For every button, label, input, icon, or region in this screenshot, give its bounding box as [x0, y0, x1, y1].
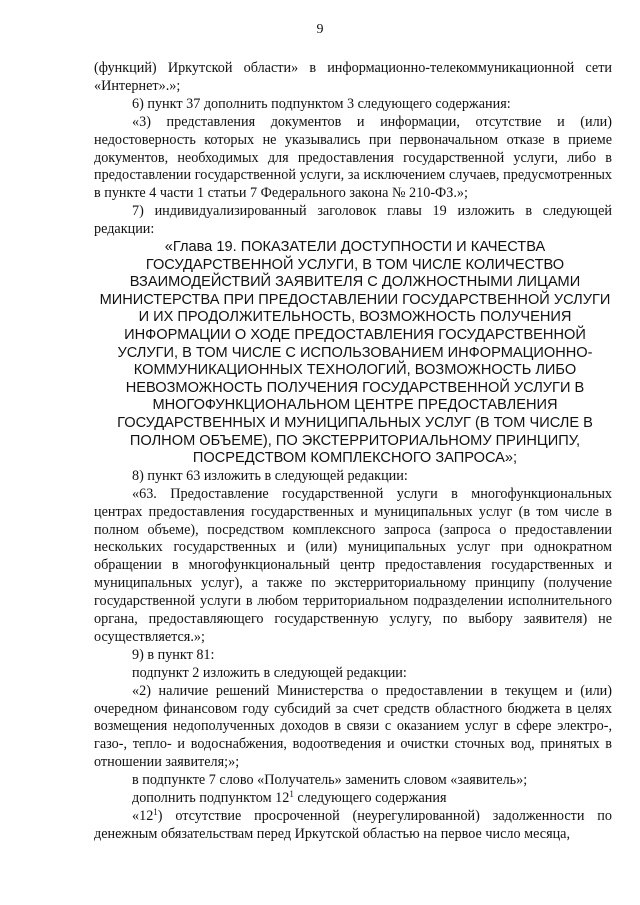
chapter-19-heading: «Глава 19. ПОКАЗАТЕЛИ ДОСТУПНОСТИ И КАЧЕСТВА ГОСУДАРСТВЕННОЙ УСЛУГИ, В ТОМ ЧИСЛЕ КОЛИЧЕСТВО ВЗАИМОДЕЙСТВИЙ ЗАЯВИТЕЛЯ С ДОЛЖНОСТНЫМИ ЛИЦАМИ МИНИСТЕРСТВА ПРИ ПРЕДОСТАВЛЕНИИ ГОСУДАРСТВЕННОЙ УСЛУГИ И ИХ ПРОДОЛЖИТЕЛЬНОСТЬ, ВОЗМОЖНОСТЬ ПОЛУЧЕНИЯ ИНФОРМАЦИИ О ХОДЕ ПРЕДОСТАВЛЕНИЯ ГОСУДАРСТВЕННОЙ УСЛУГИ, В ТОМ ЧИСЛЕ С ИСПОЛЬЗОВАНИЕМ ИНФОРМАЦИОННО-КОММУНИКАЦИОННЫХ ТЕХНОЛОГИЙ, ВОЗМОЖНОСТЬ ЛИБО НЕВОЗМОЖНОСТЬ ПОЛУЧЕНИЯ ГОСУДАРСТВЕННОЙ УСЛУГИ В МНОГОФУНКЦИОНАЛЬНОМ ЦЕНТРЕ ПРЕДОСТАВЛЕНИЯ ГОСУДАРСТВЕННЫХ И МУНИЦИПАЛЬНЫХ УСЛУГ (В ТОМ ЧИСЛЕ В ПОЛНОМ ОБЪЕМЕ), ПО ЭКСТЕРРИТОРИАЛЬНОМУ ПРИНЦИПУ, ПОСРЕДСТВОМ КОМПЛЕКСНОГО ЗАПРОСА»;: [99, 239, 611, 467]
subitem-12-1-open: «12: [132, 808, 154, 824]
paragraph-item-6: 6) пункт 37 дополнить подпунктом 3 следующего содержания:: [132, 95, 511, 112]
paragraph-item-8: 8) пункт 63 изложить в следующей редакции:: [132, 467, 408, 484]
paragraph-subitem-2-intro: подпункт 2 изложить в следующей редакции:: [132, 664, 407, 681]
document-body: [94, 60, 612, 844]
add-subitem-text-part1: дополнить подпунктом 12: [132, 790, 290, 807]
paragraph-subitem-12-1: [94, 808, 612, 844]
subitem-12-1-text: ) отсутствие просроченной (неурегулированной) задолженности по денежным обязательствам перед Иркутской областью на первое число месяца,: [94, 808, 612, 842]
paragraph-subitem-7: в подпункте 7 слово «Получатель» заменить словом «заявитель»;: [132, 772, 528, 789]
add-subitem-text-part2: следующего содержания: [297, 790, 447, 807]
superscript-one: 1: [289, 789, 294, 800]
paragraph-item-9: 9) в пункт 81:: [132, 646, 215, 663]
superscript-one: 1: [153, 807, 158, 817]
paragraph-add-subitem-12-1: [94, 790, 612, 808]
paragraph-subitem-3: «3) представления документов и информации, отсутствие и (или) недостоверность которых не указывались при первоначальном отказе в приеме документов, необходимых для предоставления государственной услуги, либо в предоставлении государственной услуги, за исключением случаев, предусмотренных в пункте 4 части 1 статьи 7 Федерального закона № 210-ФЗ.»;: [94, 113, 612, 202]
paragraph-continuation: (функций) Иркутской области» в информационно-телекоммуникационной сети «Интернет».»;: [94, 60, 612, 94]
paragraph-point-63: «63. Предоставление государственной услуги в многофункциональных центрах предоставления государственных и муниципальных услуг (в том числе в полном объеме), посредством комплексного запроса (запроса о предоставлении нескольких государственных и (или) муниципальных услуг при однократном обращении в многофункциональный центр предоставления государственных и муниципальных услуг), а также по экстерриториальному принципу (получение государственной услуги в любом территориальном подразделении исполнительного органа, предоставляющего государственную услугу, по выбору заявителя) не осуществляется.»;: [94, 485, 612, 645]
paragraph-subitem-2-text: «2) наличие решений Министерства о предоставлении в текущем и (или) очередном финансовом году субсидий за счет средств областного бюджета в целях возмещения недополученных доходов в связи с оказанием услуг в сфере электро-, газо-, тепло- и водоснабжения, водоотведения и очистки сточных вод, принятых в отношении заявителя;»;: [94, 682, 612, 771]
paragraph-item-7: 7) индивидуализированный заголовок главы 19 изложить в следующей редакции:: [94, 203, 612, 238]
page-number: 9: [316, 22, 324, 37]
